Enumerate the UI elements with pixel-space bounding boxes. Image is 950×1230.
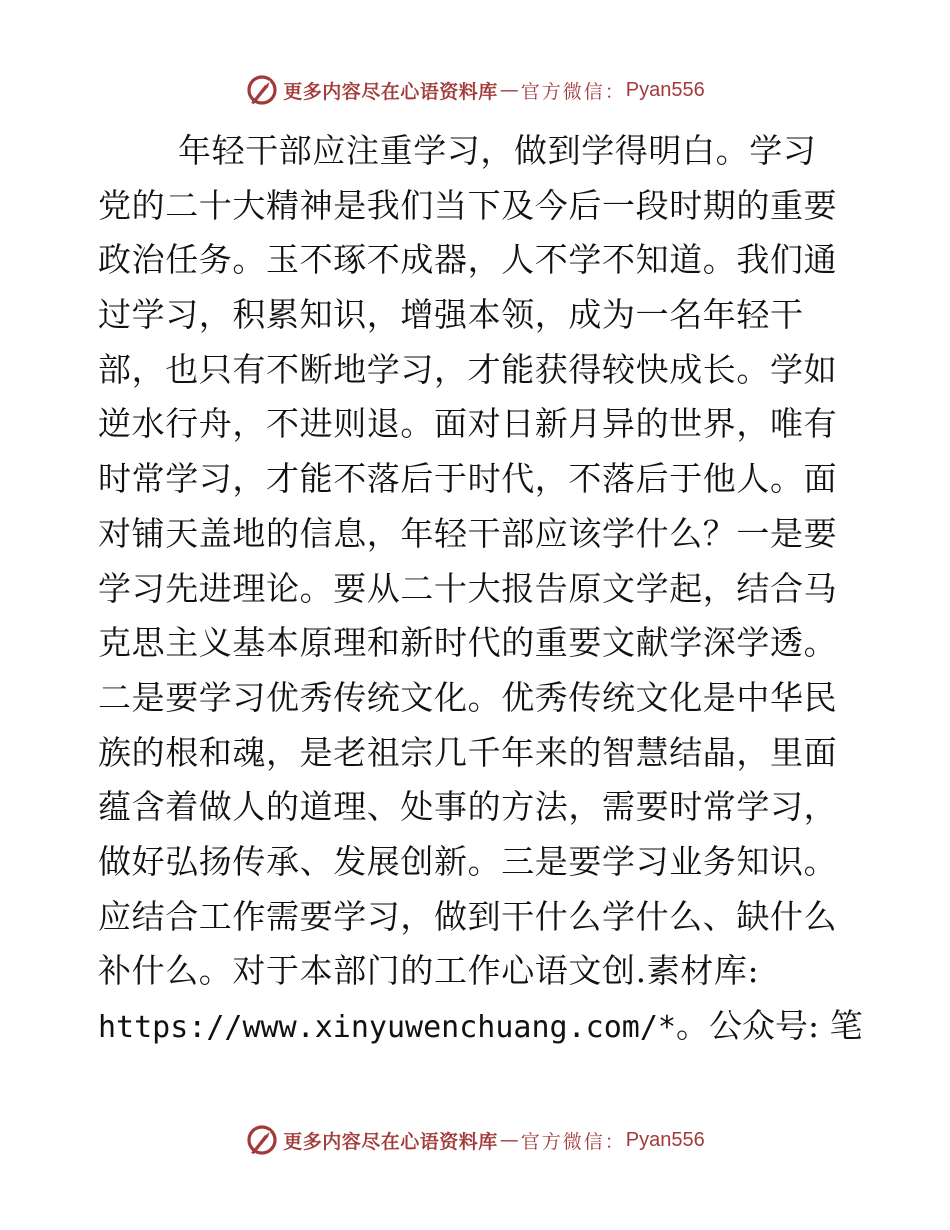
source-url: https://www.xinyuwenchuang.com/* [98,1010,676,1045]
body-line: 蕴含着做人的道理、处事的方法，需要时常学习， [98,787,838,827]
document-body [98,124,863,1054]
header-separator: — [499,79,519,101]
body-line: 二是要学习优秀传统文化。优秀传统文化是中华民 [98,677,838,717]
header-wechat-id: Pyan556 [625,78,705,101]
body-line: 过学习，积累知识，增强本领，成为一名年轻干 [98,295,804,335]
body-line: 政治任务。玉不琢不成器，人不学不知道。我们通 [98,240,838,280]
body-line: 逆水行舟，不进则退。面对日新月异的世界，唯有 [98,404,838,444]
footer-wechat-id: Pyan556 [625,1128,705,1151]
body-line: 时常学习，才能不落后于时代，不落后于他人。面 [98,459,838,499]
pen-logo-icon [245,1123,279,1157]
pen-logo-icon [245,73,279,107]
body-line: 党的二十大精神是我们当下及今后一段时期的重要 [98,185,838,225]
body-line: 补什么。对于本部门的工作心语文创.素材库: [98,951,760,991]
body-line: 学习先进理论。要从二十大报告原文学起，结合马 [98,568,838,608]
body-line: 族的根和魂，是老祖宗几千年来的智慧结晶，里面 [98,732,838,772]
header-watermark-text: 更多内容尽在心语资料库 [283,80,498,103]
body-line: 克思主义基本原理和新时代的重要文献学深学透。 [98,623,838,663]
body-url-line [98,999,863,1054]
footer-separator: — [499,1129,519,1151]
footer-wechat-label: 官方微信： [520,1130,626,1153]
url-line-tail: 。公众号: 笔 [675,1006,863,1045]
body-line: 做好弘扬传承、发展创新。三是要学习业务知识。 [98,841,838,881]
footer-watermark [0,1120,950,1160]
body-line: 应结合工作需要学习，做到干什么学什么、缺什么 [98,896,838,936]
header-watermark [0,70,950,110]
body-line: 年轻干部应注重学习，做到学得明白。学习 [178,131,817,170]
footer-watermark-text: 更多内容尽在心语资料库 [283,1130,498,1153]
body-line: 对铺天盖地的信息，年轻干部应该学什么？一是要 [98,513,838,553]
header-wechat-label: 官方微信： [520,80,626,103]
body-line: 部，也只有不断地学习，才能获得较快成长。学如 [98,349,838,389]
